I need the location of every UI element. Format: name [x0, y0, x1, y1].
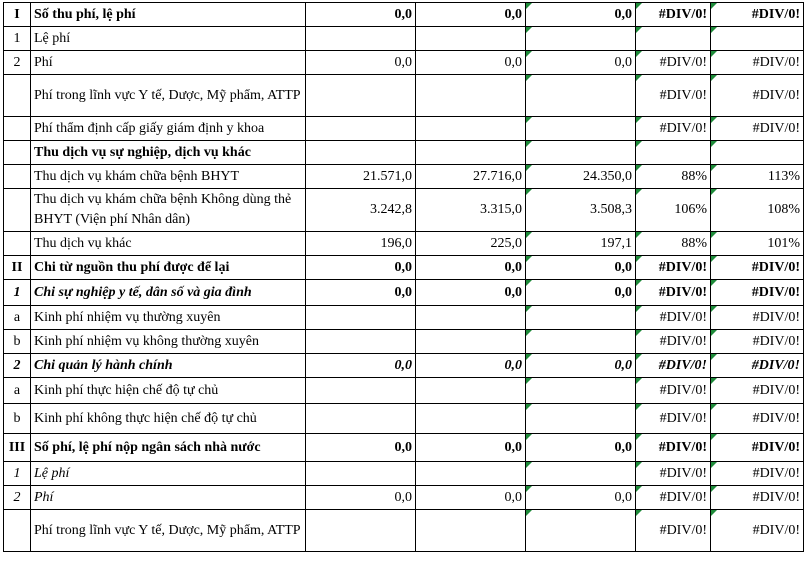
- table-row: [4, 189, 804, 232]
- value-3-cell[interactable]: 0,0: [526, 51, 636, 75]
- percent-1-cell[interactable]: #DIV/0!: [636, 354, 711, 378]
- percent-2-cell[interactable]: #DIV/0!: [711, 3, 804, 27]
- value-2-cell[interactable]: [416, 510, 526, 552]
- percent-1-cell[interactable]: #DIV/0!: [636, 462, 711, 486]
- value-1-cell[interactable]: [306, 75, 416, 117]
- value-3-cell[interactable]: 0,0: [526, 486, 636, 510]
- percent-2-cell[interactable]: #DIV/0!: [711, 378, 804, 404]
- percent-2-cell[interactable]: #DIV/0!: [711, 486, 804, 510]
- row-index-cell[interactable]: [4, 189, 31, 232]
- value-2-cell[interactable]: 0,0: [416, 51, 526, 75]
- row-label-cell[interactable]: Kinh phí thực hiện chế độ tự chủ: [31, 378, 306, 404]
- value-3-cell[interactable]: [526, 378, 636, 404]
- row-index-cell[interactable]: II: [4, 256, 31, 280]
- value-2-cell[interactable]: 0,0: [416, 256, 526, 280]
- row-index-cell[interactable]: b: [4, 404, 31, 434]
- value-3-cell[interactable]: [526, 306, 636, 330]
- percent-1-cell[interactable]: 88%: [636, 232, 711, 256]
- percent-1-cell[interactable]: #DIV/0!: [636, 280, 711, 306]
- row-label-cell[interactable]: Chi quản lý hành chính: [31, 354, 306, 378]
- value-1-cell[interactable]: 3.242,8: [306, 189, 416, 232]
- budget-table: [3, 2, 804, 552]
- table-row: [4, 306, 804, 330]
- value-3-cell[interactable]: 197,1: [526, 232, 636, 256]
- value-1-cell[interactable]: [306, 306, 416, 330]
- table-row: [4, 117, 804, 141]
- percent-2-cell[interactable]: 108%: [711, 189, 804, 232]
- value-2-cell[interactable]: 0,0: [416, 486, 526, 510]
- table-row: [4, 256, 804, 280]
- value-1-cell[interactable]: 0,0: [306, 3, 416, 27]
- percent-1-cell[interactable]: #DIV/0!: [636, 75, 711, 117]
- value-1-cell[interactable]: 21.571,0: [306, 165, 416, 189]
- table-row: [4, 486, 804, 510]
- table-row: [4, 280, 804, 306]
- value-3-cell[interactable]: 0,0: [526, 3, 636, 27]
- value-3-cell[interactable]: [526, 330, 636, 354]
- table-row: [4, 75, 804, 117]
- percent-1-cell[interactable]: 88%: [636, 165, 711, 189]
- row-label-cell[interactable]: Số phí, lệ phí nộp ngân sách nhà nước: [31, 434, 306, 462]
- value-1-cell[interactable]: 196,0: [306, 232, 416, 256]
- percent-1-cell[interactable]: #DIV/0!: [636, 3, 711, 27]
- value-2-cell[interactable]: 27.716,0: [416, 165, 526, 189]
- percent-2-cell[interactable]: #DIV/0!: [711, 117, 804, 141]
- percent-1-cell[interactable]: [636, 27, 711, 51]
- percent-1-cell[interactable]: #DIV/0!: [636, 404, 711, 434]
- percent-2-cell[interactable]: #DIV/0!: [711, 434, 804, 462]
- percent-2-cell[interactable]: #DIV/0!: [711, 51, 804, 75]
- value-3-cell[interactable]: 0,0: [526, 354, 636, 378]
- row-label-cell[interactable]: Chi từ nguồn thu phí được để lại: [31, 256, 306, 280]
- percent-2-cell[interactable]: #DIV/0!: [711, 280, 804, 306]
- percent-2-cell[interactable]: 113%: [711, 165, 804, 189]
- table-row: [4, 462, 804, 486]
- value-2-cell[interactable]: 3.315,0: [416, 189, 526, 232]
- percent-1-cell[interactable]: #DIV/0!: [636, 306, 711, 330]
- value-1-cell[interactable]: [306, 117, 416, 141]
- row-label-cell[interactable]: Chi sự nghiệp y tế, dân số và gia đình: [31, 280, 306, 306]
- percent-2-cell[interactable]: #DIV/0!: [711, 306, 804, 330]
- percent-1-cell[interactable]: #DIV/0!: [636, 510, 711, 552]
- percent-2-cell[interactable]: #DIV/0!: [711, 75, 804, 117]
- value-1-cell[interactable]: [306, 141, 416, 165]
- value-3-cell[interactable]: [526, 27, 636, 51]
- percent-2-cell[interactable]: #DIV/0!: [711, 404, 804, 434]
- value-3-cell[interactable]: 0,0: [526, 280, 636, 306]
- percent-1-cell[interactable]: #DIV/0!: [636, 378, 711, 404]
- row-index-cell[interactable]: a: [4, 306, 31, 330]
- row-index-cell[interactable]: b: [4, 330, 31, 354]
- table-body: [4, 3, 804, 552]
- value-2-cell[interactable]: [416, 306, 526, 330]
- table-row: [4, 404, 804, 434]
- row-label-cell[interactable]: Phí trong lĩnh vực Y tế, Dược, Mỹ phẩm, ATTP: [31, 510, 306, 552]
- row-label-cell[interactable]: Thu dịch vụ khám chữa bệnh Không dùng thẻ BHYT (Viện phí Nhân dân): [31, 189, 306, 232]
- value-2-cell[interactable]: 0,0: [416, 354, 526, 378]
- percent-1-cell[interactable]: #DIV/0!: [636, 256, 711, 280]
- row-index-cell[interactable]: [4, 165, 31, 189]
- value-2-cell[interactable]: [416, 75, 526, 117]
- value-2-cell[interactable]: 0,0: [416, 280, 526, 306]
- table-row: [4, 141, 804, 165]
- value-2-cell[interactable]: 225,0: [416, 232, 526, 256]
- value-3-cell[interactable]: 24.350,0: [526, 165, 636, 189]
- value-1-cell[interactable]: 0,0: [306, 486, 416, 510]
- row-label-cell[interactable]: Lệ phí: [31, 27, 306, 51]
- value-1-cell[interactable]: [306, 510, 416, 552]
- table-row: [4, 354, 804, 378]
- table-row: [4, 510, 804, 552]
- row-index-cell[interactable]: a: [4, 378, 31, 404]
- value-1-cell[interactable]: [306, 378, 416, 404]
- row-label-cell[interactable]: Phí: [31, 51, 306, 75]
- row-index-cell[interactable]: III: [4, 434, 31, 462]
- value-2-cell[interactable]: [416, 330, 526, 354]
- row-index-cell[interactable]: [4, 141, 31, 165]
- value-2-cell[interactable]: 0,0: [416, 434, 526, 462]
- percent-1-cell[interactable]: 106%: [636, 189, 711, 232]
- row-index-cell[interactable]: 2: [4, 354, 31, 378]
- table-row: [4, 27, 804, 51]
- value-2-cell[interactable]: [416, 462, 526, 486]
- percent-1-cell[interactable]: #DIV/0!: [636, 117, 711, 141]
- value-1-cell[interactable]: [306, 27, 416, 51]
- table-row: [4, 330, 804, 354]
- row-index-cell[interactable]: [4, 75, 31, 117]
- table-row: [4, 51, 804, 75]
- row-index-cell[interactable]: 1: [4, 280, 31, 306]
- row-index-cell[interactable]: 1: [4, 462, 31, 486]
- row-label-cell[interactable]: Phí trong lĩnh vực Y tế, Dược, Mỹ phẩm, ATTP: [31, 75, 306, 117]
- row-label-cell[interactable]: Số thu phí, lệ phí: [31, 3, 306, 27]
- value-3-cell[interactable]: 0,0: [526, 256, 636, 280]
- row-label-cell[interactable]: Phí: [31, 486, 306, 510]
- table-row: [4, 434, 804, 462]
- row-label-cell[interactable]: Thu dịch vụ khác: [31, 232, 306, 256]
- value-2-cell[interactable]: [416, 27, 526, 51]
- percent-2-cell[interactable]: #DIV/0!: [711, 354, 804, 378]
- value-1-cell[interactable]: [306, 462, 416, 486]
- row-label-cell[interactable]: Thu dịch vụ sự nghiệp, dịch vụ khác: [31, 141, 306, 165]
- value-3-cell[interactable]: 0,0: [526, 434, 636, 462]
- value-2-cell[interactable]: [416, 141, 526, 165]
- row-index-cell[interactable]: [4, 117, 31, 141]
- row-label-cell[interactable]: Kinh phí nhiệm vụ thường xuyên: [31, 306, 306, 330]
- value-3-cell[interactable]: 3.508,3: [526, 189, 636, 232]
- value-2-cell[interactable]: [416, 117, 526, 141]
- row-label-cell[interactable]: Kinh phí nhiệm vụ không thường xuyên: [31, 330, 306, 354]
- value-2-cell[interactable]: [416, 378, 526, 404]
- row-label-cell[interactable]: Lệ phí: [31, 462, 306, 486]
- value-1-cell[interactable]: 0,0: [306, 51, 416, 75]
- table-row: [4, 378, 804, 404]
- value-1-cell[interactable]: [306, 330, 416, 354]
- row-index-cell[interactable]: 1: [4, 27, 31, 51]
- percent-2-cell[interactable]: [711, 27, 804, 51]
- row-index-cell[interactable]: [4, 510, 31, 552]
- percent-2-cell[interactable]: #DIV/0!: [711, 330, 804, 354]
- row-label-cell[interactable]: Kinh phí không thực hiện chế độ tự chủ: [31, 404, 306, 434]
- value-3-cell[interactable]: [526, 141, 636, 165]
- value-1-cell[interactable]: [306, 404, 416, 434]
- value-1-cell[interactable]: 0,0: [306, 280, 416, 306]
- percent-1-cell[interactable]: [636, 141, 711, 165]
- percent-1-cell[interactable]: #DIV/0!: [636, 330, 711, 354]
- value-1-cell[interactable]: 0,0: [306, 256, 416, 280]
- value-3-cell[interactable]: [526, 75, 636, 117]
- value-3-cell[interactable]: [526, 510, 636, 552]
- value-2-cell[interactable]: 0,0: [416, 3, 526, 27]
- value-3-cell[interactable]: [526, 117, 636, 141]
- value-3-cell[interactable]: [526, 462, 636, 486]
- value-1-cell[interactable]: 0,0: [306, 354, 416, 378]
- row-index-cell[interactable]: 2: [4, 51, 31, 75]
- row-index-cell[interactable]: 2: [4, 486, 31, 510]
- percent-1-cell[interactable]: #DIV/0!: [636, 434, 711, 462]
- percent-2-cell[interactable]: [711, 141, 804, 165]
- percent-2-cell[interactable]: #DIV/0!: [711, 256, 804, 280]
- row-label-cell[interactable]: Phí thẩm định cấp giấy giám định y khoa: [31, 117, 306, 141]
- percent-2-cell[interactable]: 101%: [711, 232, 804, 256]
- percent-2-cell[interactable]: #DIV/0!: [711, 510, 804, 552]
- table-row: [4, 165, 804, 189]
- table-row: [4, 3, 804, 27]
- percent-1-cell[interactable]: #DIV/0!: [636, 486, 711, 510]
- row-index-cell[interactable]: I: [4, 3, 31, 27]
- value-2-cell[interactable]: [416, 404, 526, 434]
- row-index-cell[interactable]: [4, 232, 31, 256]
- value-3-cell[interactable]: [526, 404, 636, 434]
- row-label-cell[interactable]: Thu dịch vụ khám chữa bệnh BHYT: [31, 165, 306, 189]
- table-row: [4, 232, 804, 256]
- value-1-cell[interactable]: 0,0: [306, 434, 416, 462]
- percent-1-cell[interactable]: #DIV/0!: [636, 51, 711, 75]
- percent-2-cell[interactable]: #DIV/0!: [711, 462, 804, 486]
